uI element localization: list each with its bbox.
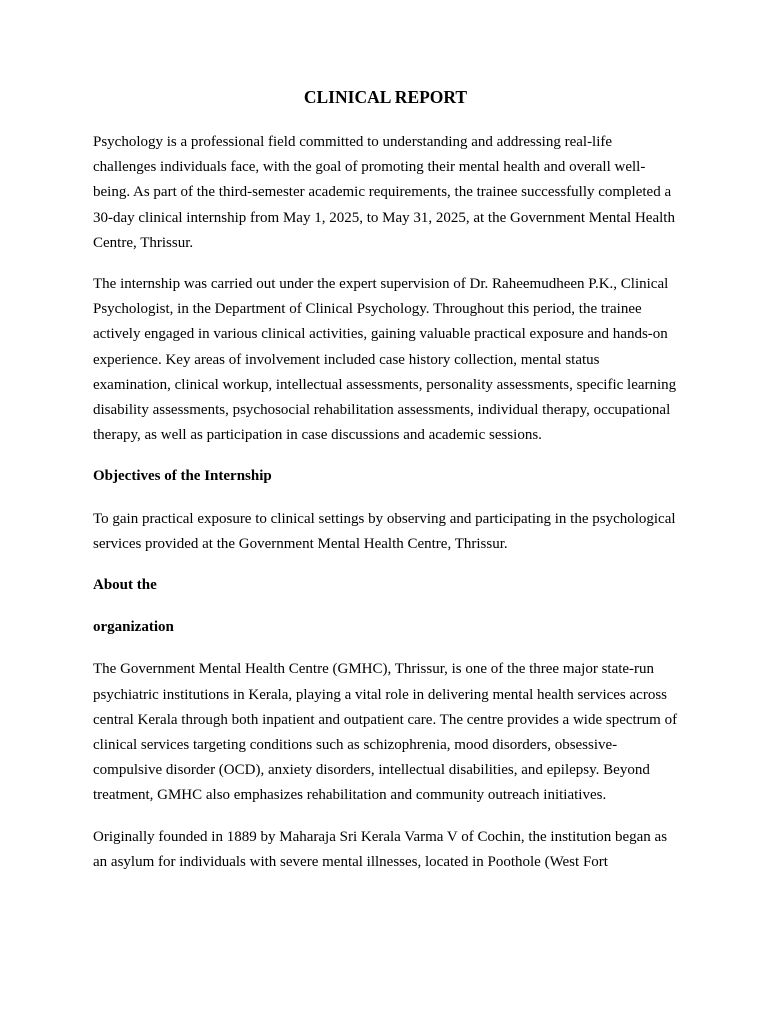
document-title: CLINICAL REPORT [303,87,468,107]
objectives-heading: Objectives of the Internship [93,468,272,485]
supervision-paragraph: The internship was carried out under the expert supervision of Dr. Raheemudheen P.K., Clinical Psychologist, in the Department of Clinical Psychology. Throughout this period, the trainee actively engaged in various clinical activities, gaining valuable practical exposure and hands-on experience. Key areas of involvement included case history collection, mental status examination, clinical workup, intellectual assessments, personality assessments, specific learning disability assessments, psychosocial rehabilitation assessments, individual therapy, occupational therapy, as well as participation in case discussions and academic sessions. [93,276,677,444]
about-paragraph: The Government Mental Health Centre (GMHC), Thrissur, is one of the three major state-run psychiatric institutions in Kerala, playing a vital role in delivering mental health services across central Kerala through both inpatient and outpatient care. The centre provides a wide spectrum of clinical services targeting conditions such as schizophrenia, mood disorders, obsessive-compulsive disorder (OCD), anxiety disorders, intellectual disabilities, and epilepsy. Beyond treatment, GMHC also emphasizes rehabilitation and community outreach initiatives. [93,661,678,804]
about-heading-line-2: organization [93,619,174,636]
history-paragraph: Originally founded in 1889 by Maharaja Sri Kerala Varma V of Cochin, the institution began as an asylum for individuals with severe mental illnesses, located in Poothole (West Fort [93,828,668,870]
about-heading-line-1: About the [93,577,157,594]
intro-paragraph: Psychology is a professional field committed to understanding and addressing real-life challenges individuals face, with the goal of promoting their mental health and overall well-being. As part of the third-semester academic requirements, the trainee successfully completed a 30-day clinical internship from May 1, 2025, to May 31, 2025, at the Government Mental Health Centre, Thrissur. [93,134,675,251]
objectives-paragraph: To gain practical exposure to clinical settings by observing and participating in the psychological services provided at the Government Mental Health Centre, Thrissur. [93,510,676,552]
document-page [93,86,678,891]
